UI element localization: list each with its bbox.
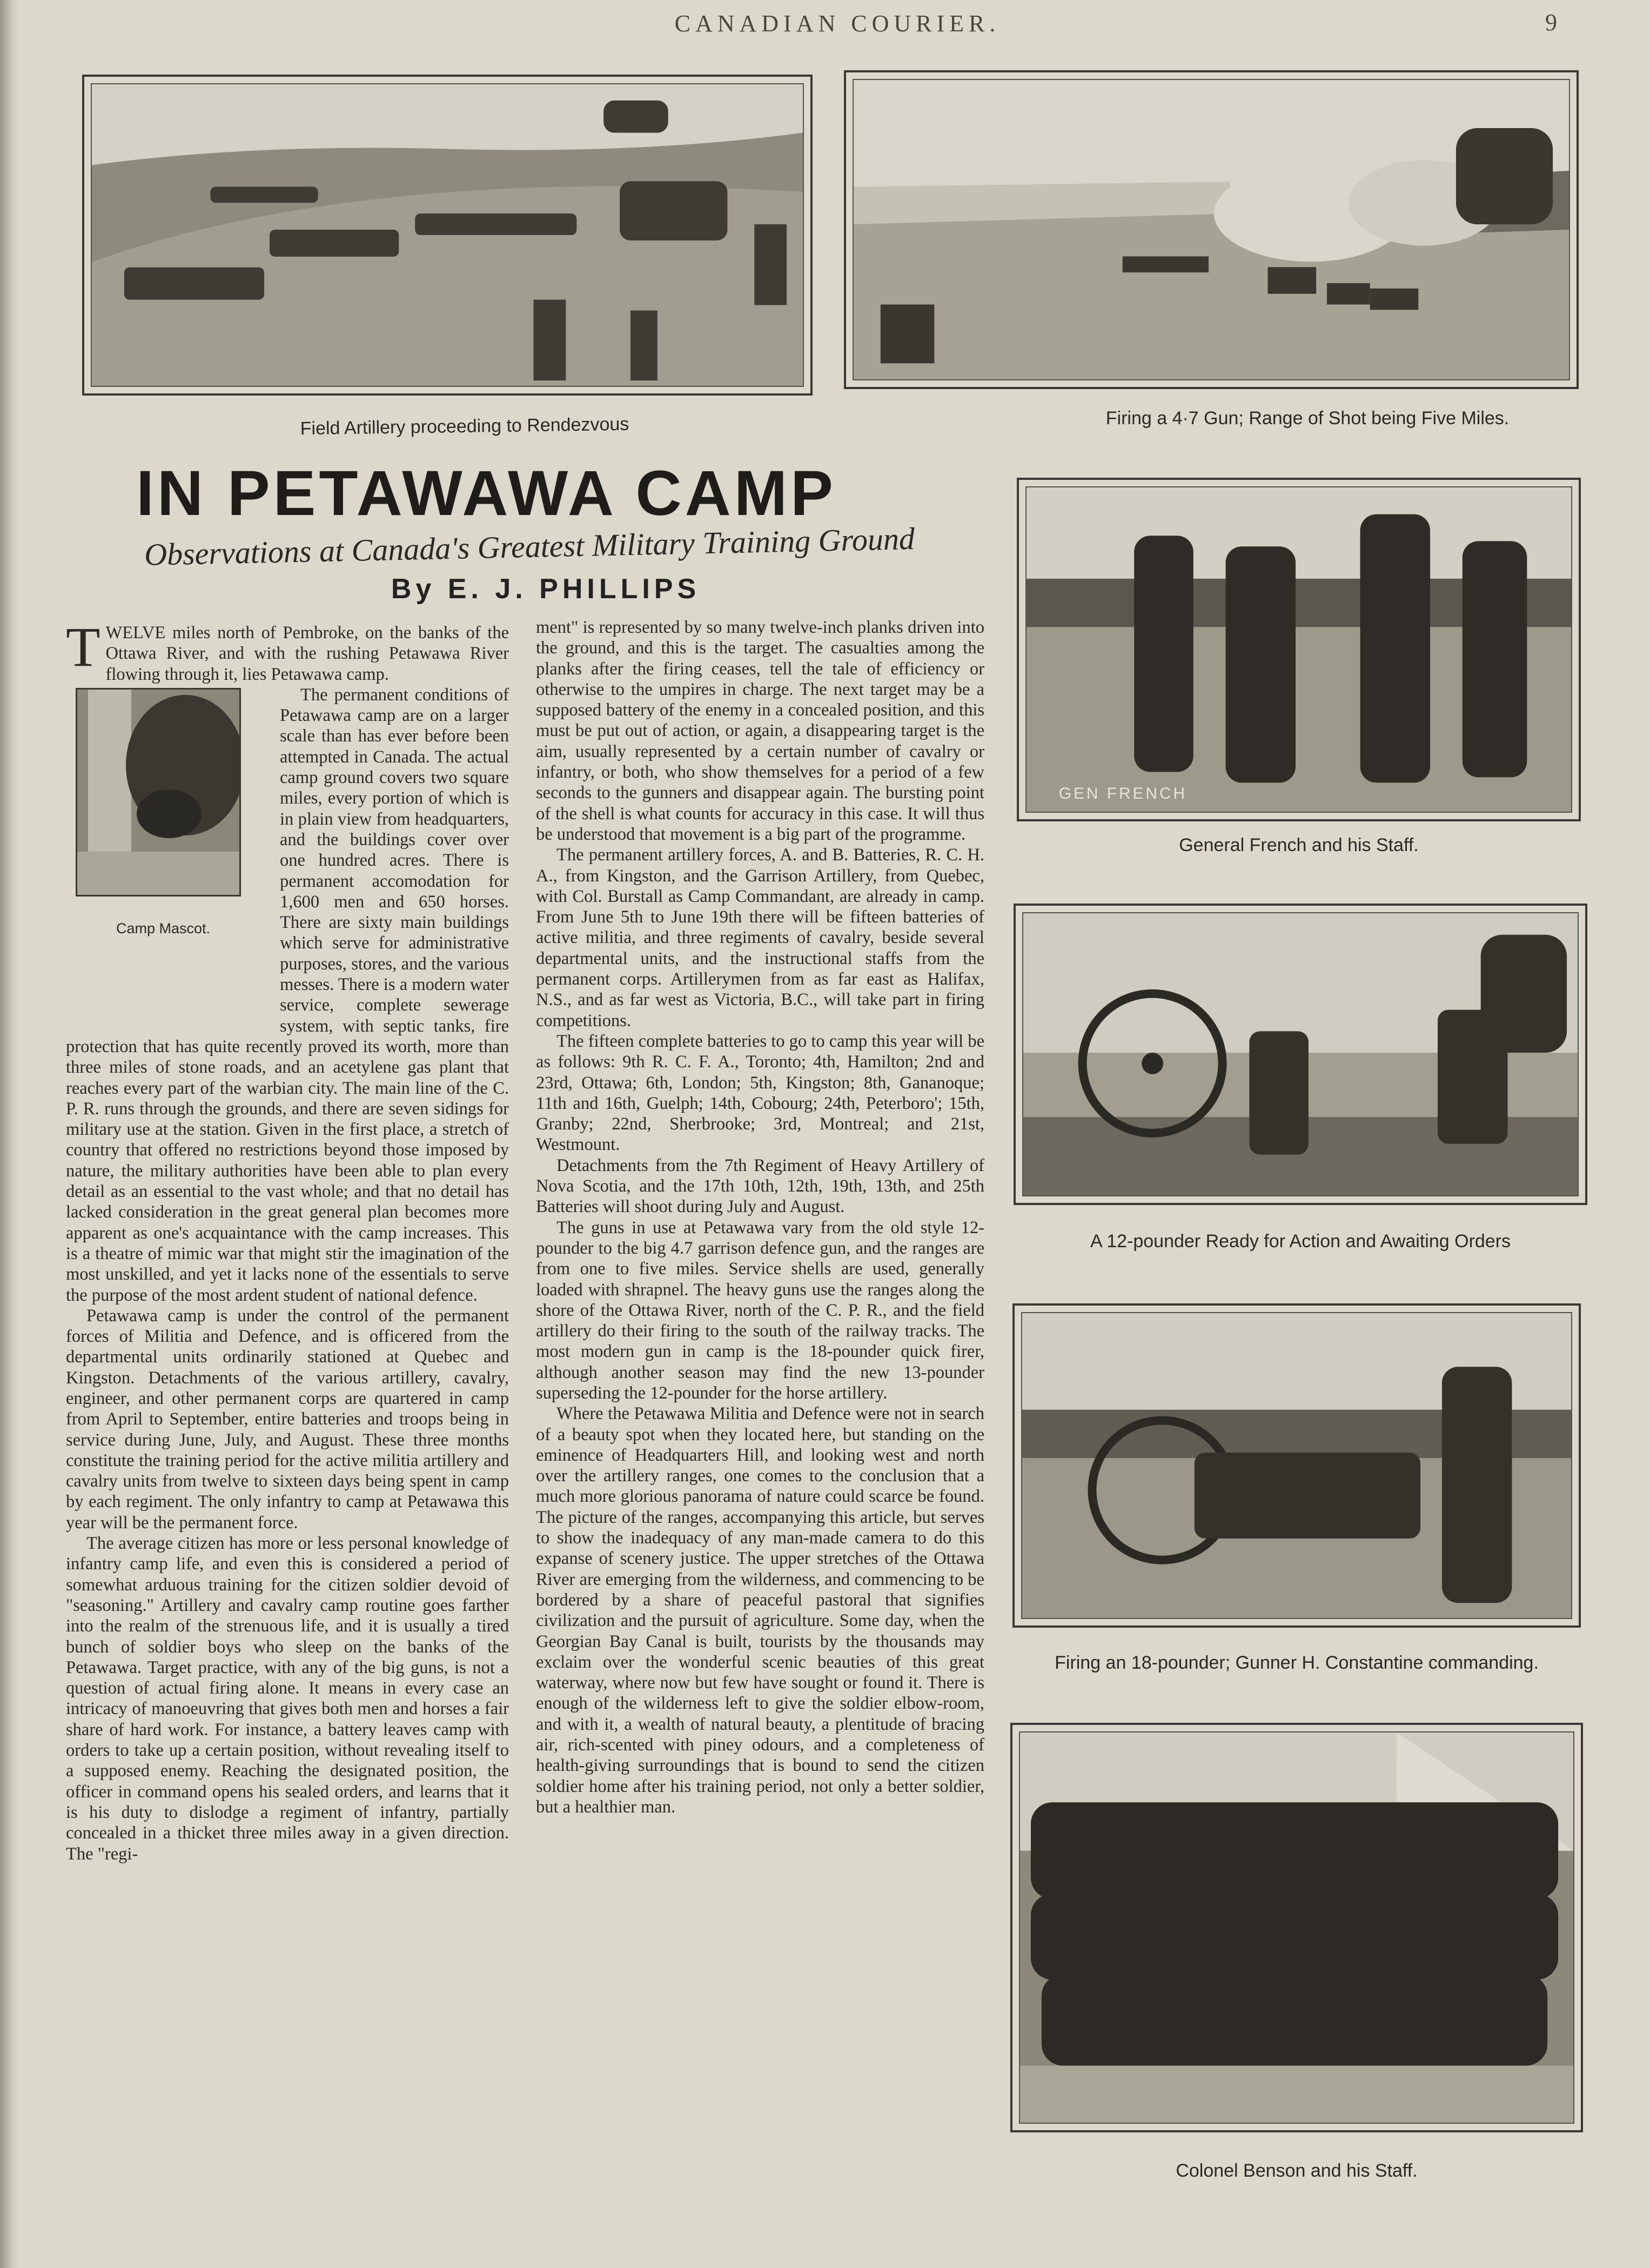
col2-para-6: Where the Petawawa Militia and Defence were not in search of a beauty spot when they located here, but standing on the eminence of Headquarters Hill, and looking west and north over the artillery ranges, one comes to the conclusion that a much more glorious panorama of nature could scarce be found. The picture of the ranges, accompanying this article, but serves to show the inadequacy of any man-made camera to do this expanse of scenery justice. The upper stretches of the Ottawa River are emerging from the wilderness, and commencing to be bordered by a share of peaceful pastoral that signifies civilization and the pursuit of agriculture. Some day, when the Georgian Bay Canal is built, tourists by the thousands may exclaim over the wonderful scenic beauties of this great waterway, where now but few have sought or found it. There is enough of the wilderness left to give the soldier elbow-room, and with it, a wealth of natural beauty, a plentitude of bracing air, rich-scented with piney odours, and a completeness of health-giving surroundings that is bound to send the citizen soldier home after his training period, not only a better soldier, but a healthier man. [536,1404,984,1817]
col2-para-5: The guns in use at Petawawa vary from the old style 12-pounder to the big 4.7 garrison defence gun, and the ranges are from one to five miles. Service shells are used, generally loaded with shrapnel. The heavy guns use the ranges along the shore of the Ottawa River, north of the C. P. R., and the field artillery do their firing to the south of the railway tracks. The most modern gun in camp is the 18-pounder quick firer, although another season may find the new 13-pounder superseding the 12-pounder for the horse artillery. [536,1217,984,1403]
col1-para-4: The average citizen has more or less personal knowledge of infantry camp life, and even this is considered a period of somewhat arduous training for the citizen soldier devoid of "seasoning." Artillery and cavalry camp routine goes farther into the realm of the strenuous life, and it is usually a tired bunch of soldier boys who sleep on the banks of the Petawawa. Target practice, with any of the big guns, is not a question of actual firing alone. It means in every case an intricacy of manoeuvring that gives both men and horses a fair share of hard work. For instance, a battery leaves camp with orders to take up a certain position, without revealing itself to a supposed enemy. Reaching the designated position, the officer in command opens his sealed orders, and learns that it is his duty to dislodge a regiment of infantry, partially concealed in a thicket three miles away in a given direction. The "regi- [66,1534,509,1864]
eighteen-pounder-image [1022,1313,1571,1618]
camp-mascot-image [76,688,241,897]
photo-firing-gun [844,70,1579,389]
caption-general-french: General French and his Staff. [1179,835,1419,855]
field-artillery-image [92,84,803,386]
col2-para-1: ment" is represented by so many twelve-inch planks driven into the ground, and this is the target. The casualties among the planks after the firing ceases, tell the tale of efficiency or otherwise to the umpires in charge. The next target may be a supposed battery of the enemy in a concealed position, and this must be put out of action, or again, a disappearing target is the aim, usually represented by a certain number of cavalry or infantry, or both, who show themselves for a period of a few seconds to the gunners and disappear again. The bursting point of the shell is what counts for accuracy in this case. It will thus be understood that movement is a big part of the programme. [536,618,984,844]
col1-para-2: The permanent conditions of Petawawa camp are on a larger scale than has ever before been attempted in Canada. The actual camp ground covers two square miles, every portion of which is in plain view from headquarters, and the buildings cover over one hundred acres. There is permanent accomodation for 1,600 men and 650 horses. There are sixty main buildings which serve for administrative purposes, stores, and the various messes. There is a modern water service, complete sewerage system, with septic tanks, fire protection that has quite recently proved its worth, more than three miles of stone roads, and an acetylene gas plant that reaches every part of the warbian city. The main line of the C. P. R. runs through the grounds, and there are seven sidings for military use at the station. Given in the first place, a stretch of country that offered no restrictions beyond those imposed by nature, the military authorities have been able to plan every detail as an essential to the vast whole; and that no detail has lacked consideration in the great general plan becomes more apparent as one's acquaintance with the camp increases. This is a theatre of mimic war that might stir the imagination of the most unskilled, and yet it lacks none of the essentials to serve the purpose of the most ardent student of national defence. [66,685,509,1305]
col1-para-1: TWELVE miles north of Pembroke, on the banks of the Ottawa River, and with the rushing Petawawa River flowing through it, lies Petawawa camp. [66,616,509,684]
photo-colonel-benson [1010,1723,1583,2132]
col1-para-3: Petawawa camp is under the control of the permanent forces of Militia and Defence, and is officered from the departmental units ordinarily stationed at Quebec and Kingston. Detachments of the various artillery, cavalry, engineer, and other permanent corps are quartered in camp from April to September, entire batteries and troops being in service during June, July, and August. These three months constitute the training period for the active militia artillery and cavalry units from twelve to sixteen days being spent in camp by each regiment. The only infantry to camp at Petawawa this year will be the permanent force. [66,1306,509,1533]
running-head: CANADIAN COURIER. [674,10,1001,37]
photo-twelve-pounder [1014,904,1587,1205]
general-french-inscription: GEN FRENCH [1058,785,1188,803]
colonel-benson-image [1020,1732,1573,2123]
caption-field-artillery: Field Artillery proceeding to Rendezvous [300,413,629,439]
article-subtitle: Observations at Canada's Greatest Military Training Ground [144,521,915,572]
photo-eighteen-pounder [1012,1303,1581,1628]
camp-mascot-figure [66,688,260,1012]
caption-eighteen-pounder: Firing an 18-pounder; Gunner H. Constantine commanding. [1055,1653,1539,1673]
general-french-image [1027,487,1571,812]
firing-gun-image [854,80,1569,379]
col2-para-4: Detachments from the 7th Regiment of Heavy Artillery of Nova Scotia, and the 17th 10th, 12th, 19th, 13th, and 25th Batteries will shoot during July and August. [536,1155,984,1217]
article-column-1 [66,616,509,1864]
caption-colonel-benson: Colonel Benson and his Staff. [1176,2160,1418,2181]
article-column-2 [536,617,984,1817]
article-byline: By E. J. PHILLIPS [391,573,701,605]
photo-general-french [1017,478,1581,821]
article-title: IN PETAWAWA CAMP [136,458,836,529]
binding-edge [0,0,18,2268]
col2-para-2: The permanent artillery forces, A. and B. Batteries, R. C. H. A., from Kingston, and the Garrison Artillery, from Quebec, with Col. Burstall as Camp Commandant, are already in camp. From June 5th to June 19th there will be fifteen batteries of active militia, and three regiments of cavalry, beside several departmental units, and the instructional staffs from the permanent corps. Artillerymen from as far east as Halifax, N.S., and as far west as Victoria, B.C., will take part in firing competitions. [536,845,984,1031]
twelve-pounder-image [1023,913,1578,1195]
caption-camp-mascot: Camp Mascot. [116,920,211,936]
caption-firing-gun: Firing a 4·7 Gun; Range of Shot being Five Miles. [1105,408,1510,429]
dropcap: T [66,616,100,678]
col2-para-3: The fifteen complete batteries to go to camp this year will be as follows: 9th R. C. F. A., Toronto; 4th, Hamilton; 2nd and 23rd, Ottawa; 6th, London; 5th, Kingston; 8th, Gananoque; 11th and 16th, Guelph; 14th, Cobourg; 24th, Peterboro'; 15th, Granby; 22nd, Sherbrooke; 3rd, Montreal; and 21st, Westmount. [536,1031,984,1155]
caption-twelve-pounder: A 12-pounder Ready for Action and Awaiting Orders [1090,1231,1511,1252]
page-number: 9 [1545,9,1557,36]
photo-field-artillery [82,75,813,396]
